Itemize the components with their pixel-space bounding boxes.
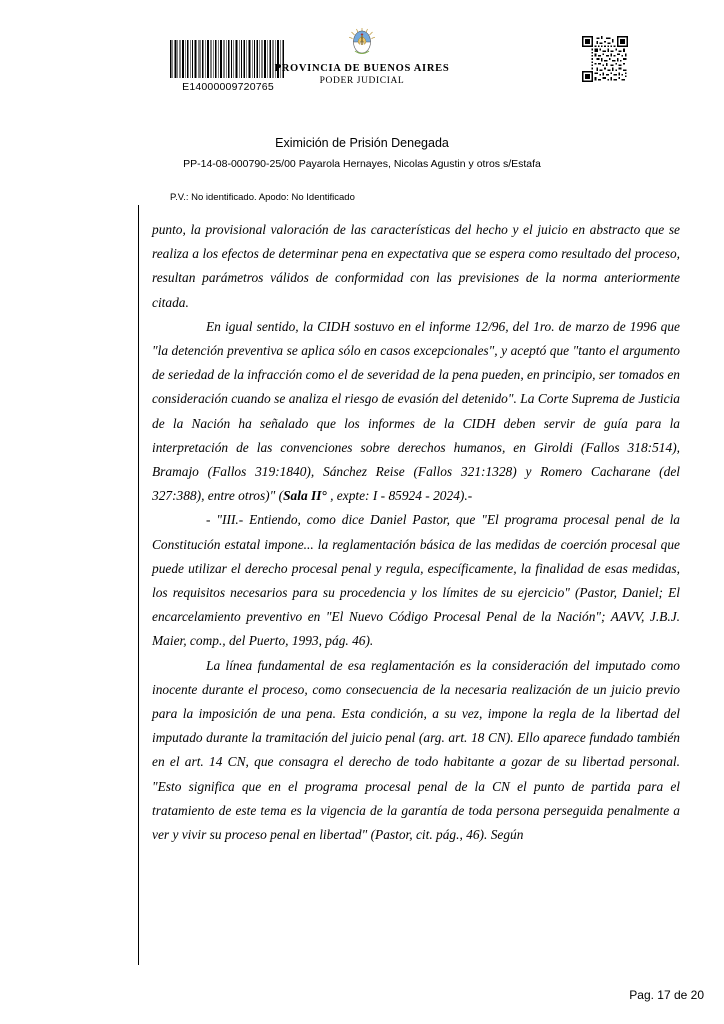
qr-code-icon: [582, 36, 628, 82]
body-paragraph-2-chamber: Sala II°: [283, 488, 327, 504]
barcode-number: E14000009720765: [182, 81, 274, 93]
province-title: PROVINCIA DE BUENOS AIRES: [274, 63, 450, 74]
body-paragraph-3: - "III.- Entiendo, como dice Daniel Pastor, que "El programa procesal penal de la Constitución estatal impone... la reglamentación básica de las medidas de coerción procesal que puede utilizar el derecho procesal penal y regula, específicamente, la finalidad de esas medidas, los requisitos necesarios para su procedencia y los límites de su ejercicio" (Pastor, Daniel; El encarcelamiento preventivo en "El Nuevo Código Procesal Penal de la Nación"; AAVV, J.B.J. Maier, comp., del Puerto, 1993, pág. 46).: [152, 512, 680, 649]
case-reference: PP-14-08-000790-25/00 Payarola Hernayes, Nicolas Agustin y otros s/Estafa: [183, 158, 541, 170]
body-paragraph-2: [152, 315, 680, 509]
body-paragraph-2-part-b: , expte: I - 85924 - 2024).-: [326, 488, 473, 504]
province-subtitle: PODER JUDICIAL: [319, 76, 405, 86]
argentina-coat-of-arms-icon: [349, 26, 375, 58]
page-title: Eximición de Prisión Denegada: [275, 136, 449, 150]
document-heading: [0, 136, 724, 170]
body-paragraph-2-part-a: En igual sentido, la CIDH sostuvo en el informe 12/96, del 1ro. de marzo de 1996 que "la detención preventiva se aplica sólo en casos excepcionales", y aceptó que "tanto el argumento de seriedad de la infracción como el de severidad de la pena pueden, en principio, ser tomados en consideración cuando se analiza el riesgo de evasión del detenido". La Corte Suprema de Justicia de la Nación ha señalado que los informes de la CIDH deben servir de guía para la interpretación de las convenciones sobre derechos humanos, en Giroldi (Fallos 318:514), Bramajo (Fallos 319:1840), Sánchez Reise (Fallos 321:1328) y Romero Cacharane (del 327:388), entre otros)" (: [152, 318, 680, 504]
body-paragraph-1: punto, la provisional valoración de las características del hecho y el juicio en abstracto que se realiza a los efectos de determinar pena en expectativa que se espera como resultado del proceso, resultan parámetros válidos de conformidad con las previsiones de la norma anteriormente citada.: [152, 222, 680, 310]
document-header: [0, 0, 724, 122]
body-paragraph-4: La línea fundamental de esa reglamentación es la consideración del imputado como inocente durante el proceso, como consecuencia de la necesaria realización de un juicio previo para la imposición de una pena. Esta condición, a su vez, impone la regla de la libertad del imputado durante la tramitación del juicio penal (arg. art. 18 CN). Ello aparece fundado también en el art. 14 CN, que consagra el derecho de todo habitante a gozar de su libertad personal. "Esto significa que en el programa procesal penal de la CN el punto de partida para el tratamiento de este tema es la vigencia de la garantía de toda persona perseguida penalmente a ver y vivir su proceso penal en libertad" (Pastor, cit. pág., 46). Según: [152, 657, 680, 843]
document-body: [152, 218, 680, 847]
pv-line: P.V.: No identificado. Apodo: No Identificado: [170, 192, 355, 203]
qr-block: [582, 36, 628, 82]
margin-rule: [138, 205, 139, 965]
page-footer: Pag. 17 de 20: [629, 988, 704, 1002]
